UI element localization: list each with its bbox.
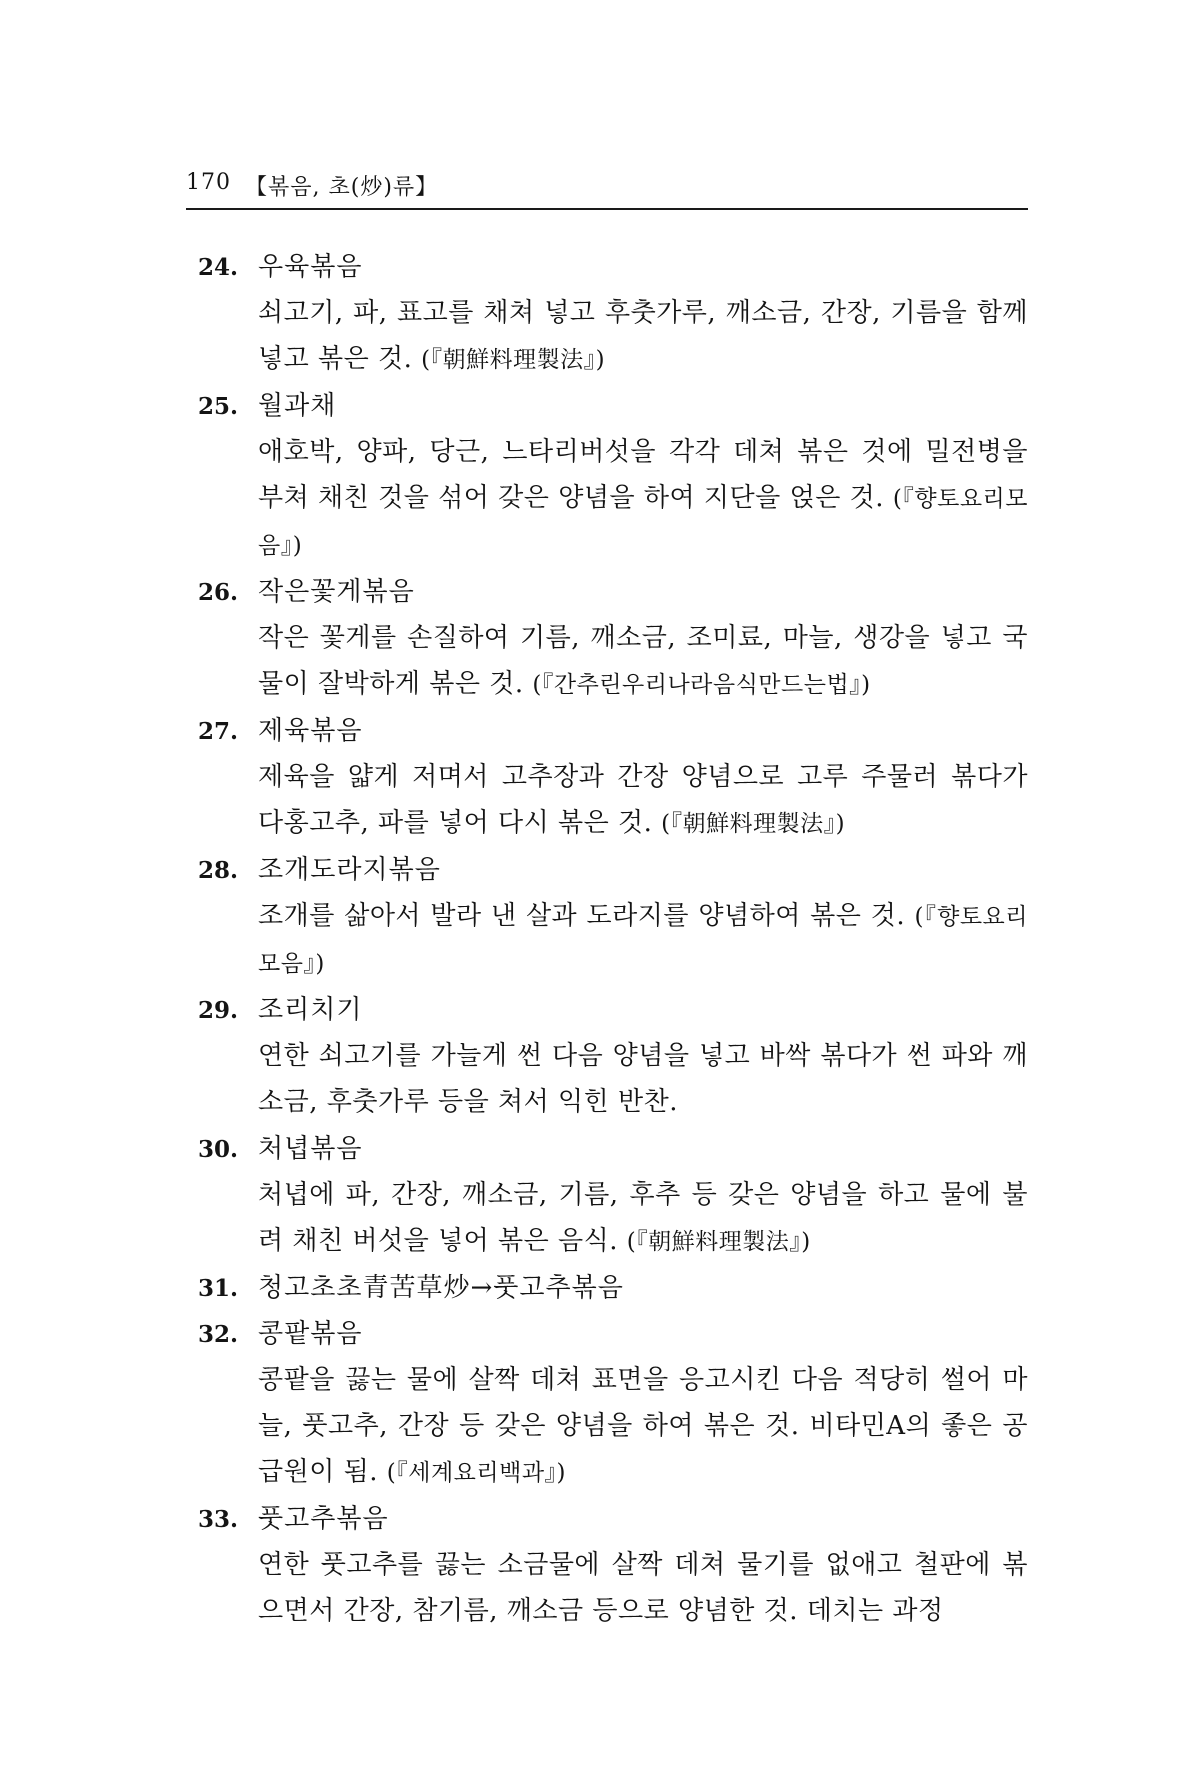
entry-text: 처녑에 파, 간장, 깨소금, 기름, 후추 등 갖은 양념을 하고 물에 불려 채친 버섯을 넣어 볶은 음식. <box>258 1180 1028 1256</box>
entry-description <box>258 1357 1028 1496</box>
entry-25 <box>198 383 1028 569</box>
entry-number: 24. <box>198 254 239 281</box>
entry-number: 29. <box>198 997 239 1024</box>
entry-description <box>258 893 1028 987</box>
entry-description <box>258 754 1028 847</box>
entry-number: 31. <box>198 1275 239 1302</box>
entry-text: 연한 풋고추를 끓는 소금물에 살짝 데쳐 물기를 없애고 철판에 볶으면서 간장, 참기름, 깨소금 등으로 양념한 것. 데치는 과정 <box>258 1550 1028 1626</box>
entry-32 <box>198 1311 1028 1496</box>
entry-source: (『朝鮮料理製法』) <box>661 811 846 837</box>
entry-number: 25. <box>198 393 239 420</box>
entry-title-cross-reference: 청고초초青苦草炒→풋고추볶음 <box>258 1273 624 1303</box>
running-header <box>186 170 1028 210</box>
entry-title: 작은꽃게볶음 <box>258 577 415 607</box>
entry-source: (『세계요리백과』) <box>386 1460 567 1486</box>
entry-source: (『간추린우리나라음식만드는법』) <box>532 672 871 698</box>
entry-text: 애호박, 양파, 당근, 느타리버섯을 각각 데쳐 볶은 것에 밀전병을 부쳐 채친 것을 섞어 갖은 양념을 하여 지단을 얹은 것. <box>258 437 1028 513</box>
entry-number: 32. <box>198 1321 239 1348</box>
entry-source: (『향토요리모음』) <box>258 904 1028 977</box>
entry-title: 우육볶음 <box>258 252 363 282</box>
entry-text: 제육을 얇게 저며서 고추장과 간장 양념으로 고루 주물러 볶다가 다홍고추, 파를 넣어 다시 볶은 것. <box>258 762 1028 838</box>
entry-description <box>258 1033 1028 1126</box>
entry-30 <box>198 1126 1028 1265</box>
entry-title: 처녑볶음 <box>258 1134 363 1164</box>
entry-description <box>258 1172 1028 1265</box>
entry-24 <box>198 244 1028 383</box>
entry-31 <box>198 1265 1028 1311</box>
entry-description <box>258 1542 1028 1635</box>
entry-33 <box>198 1496 1028 1635</box>
entry-text: 쇠고기, 파, 표고를 채쳐 넣고 후춧가루, 깨소금, 간장, 기름을 함께 넣고 볶은 것. <box>258 298 1028 374</box>
entry-description <box>258 429 1028 569</box>
entry-text: 연한 쇠고기를 가늘게 썬 다음 양념을 넣고 바싹 볶다가 썬 파와 깨소금, 후춧가루 등을 쳐서 익힌 반찬. <box>258 1041 1028 1117</box>
entry-text: 조개를 삶아서 발라 낸 살과 도라지를 양념하여 볶은 것. <box>258 901 915 931</box>
entry-source: (『향토요리모음』) <box>258 486 1028 559</box>
entry-number: 33. <box>198 1506 239 1533</box>
entry-title: 조개도라지볶음 <box>258 855 441 885</box>
entry-source: (『朝鮮料理製法』) <box>421 347 606 373</box>
section-title: 【볶음, 초(炒)류】 <box>245 175 439 200</box>
entry-title: 제육볶음 <box>258 716 363 746</box>
entry-list <box>198 244 1028 1635</box>
entry-29 <box>198 987 1028 1126</box>
entry-text: 콩팥을 끓는 물에 살짝 데쳐 표면을 응고시킨 다음 적당히 썰어 마늘, 풋고추, 간장 등 갖은 양념을 하여 볶은 것. 비타민A의 좋은 공급원이 됨. <box>258 1365 1028 1487</box>
entry-number: 26. <box>198 579 239 606</box>
entry-number: 28. <box>198 857 239 884</box>
entry-description <box>258 290 1028 383</box>
entry-text: 작은 꽃게를 손질하여 기름, 깨소금, 조미료, 마늘, 생강을 넣고 국물이 잘박하게 볶은 것. <box>258 623 1028 699</box>
entry-title: 풋고추볶음 <box>258 1504 389 1534</box>
entry-title: 월과채 <box>258 391 337 421</box>
entry-number: 30. <box>198 1136 239 1163</box>
entry-title: 조리치기 <box>258 995 363 1025</box>
entry-title: 콩팥볶음 <box>258 1319 363 1349</box>
page-number: 170 <box>186 170 231 195</box>
entry-source: (『朝鮮料理製法』) <box>626 1229 811 1255</box>
entry-number: 27. <box>198 718 239 745</box>
entry-27 <box>198 708 1028 847</box>
entry-28 <box>198 847 1028 987</box>
entry-description <box>258 615 1028 708</box>
entry-26 <box>198 569 1028 708</box>
